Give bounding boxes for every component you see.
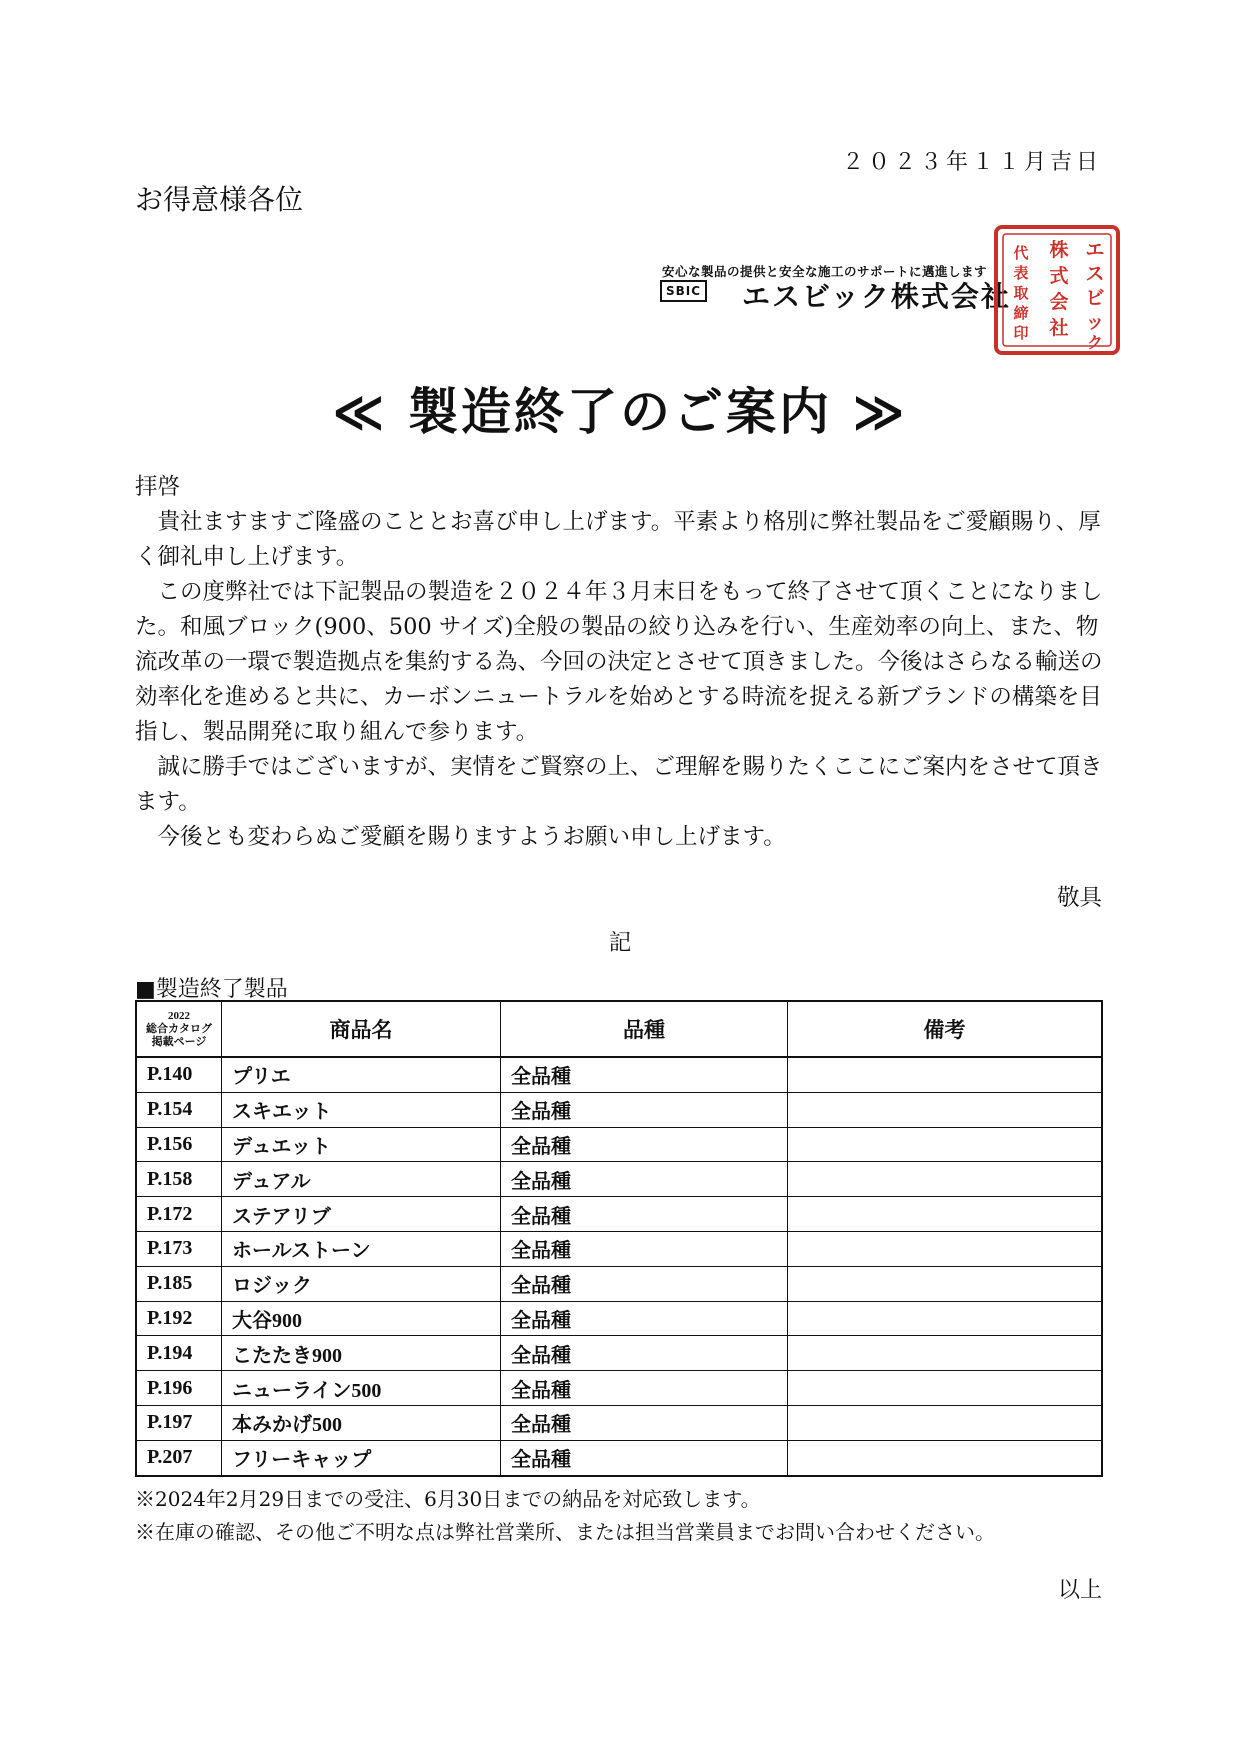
closing-keigu: 敬具: [1056, 885, 1102, 911]
cell-variety: 全品種: [501, 1092, 788, 1127]
cell-variety: 全品種: [501, 1162, 788, 1197]
table-row: [136, 1266, 1102, 1301]
header-catalog-page: [136, 1001, 222, 1057]
cell-product-name: デュアル: [222, 1162, 501, 1197]
table-row: [136, 1336, 1102, 1371]
svg-text:ビ: ビ: [1085, 287, 1105, 309]
cell-variety: 全品種: [501, 1197, 788, 1232]
order-deadline-note: ※2024年2月29日までの受注、6月30日までの納品を対応致します。: [135, 1487, 761, 1511]
cell-product-name: 本みかげ500: [222, 1405, 501, 1440]
cell-catalog-page: P.207: [136, 1440, 222, 1475]
document-date: ２０２３年１１月吉日: [841, 150, 1102, 175]
end-ijou: 以上: [1057, 1578, 1102, 1603]
svg-text:ス: ス: [1085, 263, 1105, 285]
company-name: エスビック株式会社: [742, 280, 1011, 313]
body-paragraph: 今後とも変わらぬご愛顧を賜りますようお願い申し上げます。: [157, 824, 786, 850]
cell-catalog-page: P.192: [136, 1301, 222, 1336]
header-catalog-year: 2022: [168, 1009, 190, 1022]
cell-product-name: ニューライン500: [222, 1371, 501, 1406]
header-product-name: 商品名: [222, 1001, 501, 1057]
cell-catalog-page: P.197: [136, 1405, 222, 1440]
body-paragraph: 貴社ますますご隆盛のこととお喜び申し上げます。平素より格別に弊社製品をご愛顧賜り、厚く御礼申し上げます。: [135, 509, 1101, 570]
table-row: [136, 1127, 1102, 1162]
cell-product-name: ステアリブ: [222, 1197, 501, 1232]
company-tagline: 安心な製品の提供と安全な施工のサポートに邁進します: [662, 264, 988, 279]
cell-variety: 全品種: [501, 1057, 788, 1092]
cell-remarks: [788, 1301, 1103, 1336]
inquiry-note: ※在庫の確認、その他ご不明な点は弊社営業所、または担当営業員までお問い合わせください。: [135, 1520, 995, 1544]
cell-remarks: [788, 1336, 1103, 1371]
table-row: [136, 1440, 1102, 1475]
cell-remarks: [788, 1405, 1103, 1440]
cell-variety: 全品種: [501, 1405, 788, 1440]
svg-text:株: 株: [1049, 239, 1069, 261]
cell-catalog-page: P.173: [136, 1231, 222, 1266]
table-row: [136, 1231, 1102, 1266]
cell-catalog-page: P.156: [136, 1127, 222, 1162]
cell-product-name: 大谷900: [222, 1301, 501, 1336]
cell-product-name: プリエ: [222, 1057, 501, 1092]
svg-text:ッ: ッ: [1085, 311, 1105, 333]
body-paragraph: この度弊社では下記製品の製造を２０２４年３月末日をもって終了させて頂くことになりました。和風ブロック(900、500 サイズ)全般の製品の絞り込みを行い、生産効率の向上、また、物流改革の一環で製造拠点を集約する為、今回の決定とさせて頂きました。今後はさらなる輸送の効率化を進めると共に、カーボンニュートラルを始めとする時流を捉える新ブランドの構築を目指し、製品開発に取り組んで参ります。: [135, 579, 1103, 745]
cell-catalog-page: P.154: [136, 1092, 222, 1127]
svg-text:代: 代: [1013, 244, 1029, 262]
company-seal-stamp: [993, 224, 1121, 356]
svg-text:式: 式: [1049, 265, 1069, 287]
cell-catalog-page: P.196: [136, 1371, 222, 1406]
cell-product-name: こたたき900: [222, 1336, 501, 1371]
table-row: [136, 1405, 1102, 1440]
cell-catalog-page: P.194: [136, 1336, 222, 1371]
cell-remarks: [788, 1057, 1103, 1092]
svg-text:社: 社: [1049, 317, 1069, 339]
svg-text:印: 印: [1013, 324, 1029, 342]
cell-variety: 全品種: [501, 1336, 788, 1371]
cell-catalog-page: P.140: [136, 1057, 222, 1092]
table-header-row: [136, 1001, 1102, 1057]
cell-remarks: [788, 1197, 1103, 1232]
cell-product-name: ロジック: [222, 1266, 501, 1301]
cell-variety: 全品種: [501, 1371, 788, 1406]
document-title: ≪ 製造終了のご案内 ≫: [332, 383, 908, 441]
cell-catalog-page: P.158: [136, 1162, 222, 1197]
addressee: お得意様各位: [135, 183, 304, 216]
svg-text:会: 会: [1049, 291, 1069, 313]
cell-remarks: [788, 1371, 1103, 1406]
cell-catalog-page: P.172: [136, 1197, 222, 1232]
header-catalog-name: 総合カタログ: [146, 1022, 212, 1035]
svg-text:取: 取: [1013, 284, 1029, 302]
table-row: [136, 1197, 1102, 1232]
cell-variety: 全品種: [501, 1440, 788, 1475]
cell-remarks: [788, 1162, 1103, 1197]
letter-body: [135, 470, 1105, 855]
products-section-label: ■製造終了製品: [135, 977, 288, 1002]
svg-text:締: 締: [1013, 304, 1029, 322]
cell-product-name: スキエット: [222, 1092, 501, 1127]
cell-remarks: [788, 1266, 1103, 1301]
svg-text:エ: エ: [1085, 239, 1105, 261]
table-row: [136, 1092, 1102, 1127]
cell-variety: 全品種: [501, 1231, 788, 1266]
cell-remarks: [788, 1127, 1103, 1162]
table-body: [136, 1057, 1102, 1476]
cell-catalog-page: P.185: [136, 1266, 222, 1301]
cell-product-name: ホールストーン: [222, 1231, 501, 1266]
table-row: [136, 1371, 1102, 1406]
cell-variety: 全品種: [501, 1127, 788, 1162]
table-row: [136, 1162, 1102, 1197]
header-variety: 品種: [501, 1001, 788, 1057]
table-row: [136, 1057, 1102, 1092]
header-remarks: 備考: [788, 1001, 1103, 1057]
cell-remarks: [788, 1440, 1103, 1475]
cell-product-name: デュエット: [222, 1127, 501, 1162]
cell-product-name: フリーキャップ: [222, 1440, 501, 1475]
cell-remarks: [788, 1092, 1103, 1127]
cell-variety: 全品種: [501, 1301, 788, 1336]
svg-text:ク: ク: [1086, 333, 1104, 352]
body-paragraph: 誠に勝手ではございますが、実情をご賢察の上、ご理解を賜りたくここにご案内をさせて頂きます。: [135, 754, 1103, 815]
salutation: 拝啓: [135, 474, 181, 500]
cell-variety: 全品種: [501, 1266, 788, 1301]
table-row: [136, 1301, 1102, 1336]
company-logo: SBIC: [660, 280, 707, 302]
ki-heading: 記: [608, 930, 632, 956]
svg-text:表: 表: [1013, 264, 1029, 282]
cell-remarks: [788, 1231, 1103, 1266]
header-catalog-page-label: 掲載ページ: [151, 1035, 207, 1048]
discontinued-products-table: [135, 1000, 1103, 1477]
